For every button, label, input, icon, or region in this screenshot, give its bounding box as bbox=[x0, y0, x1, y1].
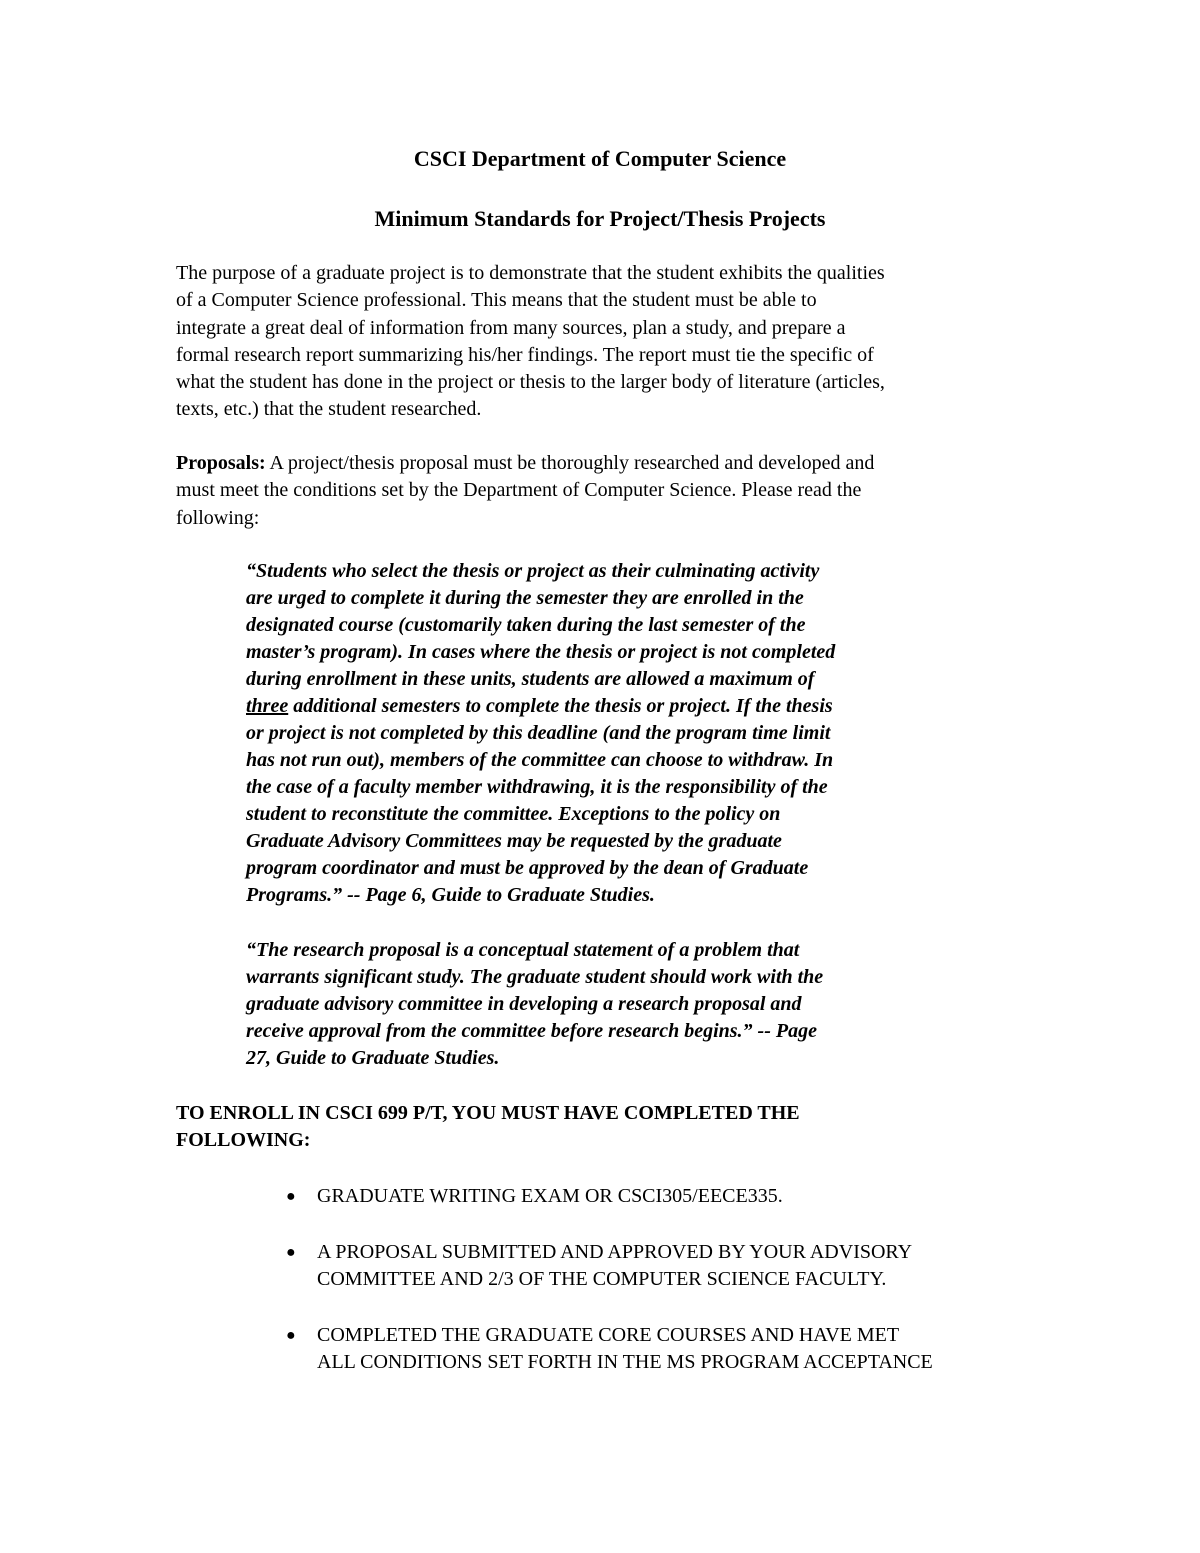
intro-line: integrate a great deal of information from many sources, plan a study, and prepare a bbox=[176, 316, 846, 339]
requirement-line: GRADUATE WRITING EXAM OR CSCI305/EECE335. bbox=[317, 1185, 783, 1207]
requirement-line: COMPLETED THE GRADUATE CORE COURSES AND HAVE MET bbox=[317, 1324, 900, 1346]
intro-line: texts, etc.) that the student researched. bbox=[176, 398, 482, 421]
proposals-first-line bbox=[176, 450, 1036, 477]
quote-line: graduate advisory committee in developing a research proposal and bbox=[246, 993, 802, 1015]
proposals-first-line-text: A project/thesis proposal must be thoroughly researched and developed and bbox=[265, 452, 875, 474]
quote-line: designated course (customarily taken during the last semester of the bbox=[246, 614, 806, 636]
quote-line: master’s program). In cases where the thesis or project is not completed bbox=[246, 641, 836, 663]
quote-line: “Students who select the thesis or project as their culminating activity bbox=[246, 560, 820, 582]
intro-line: of a Computer Science professional. This means that the student must be able to bbox=[176, 289, 817, 312]
requirement-text bbox=[317, 1239, 912, 1293]
quote-line: “The research proposal is a conceptual statement of a problem that bbox=[246, 939, 800, 961]
heading-line: FOLLOWING: bbox=[176, 1129, 311, 1151]
requirement-line: COMMITTEE AND 2/3 OF THE COMPUTER SCIENCE FACULTY. bbox=[317, 1268, 887, 1290]
intro-line: formal research report summarizing his/her findings. The report must tie the specific of bbox=[176, 343, 874, 366]
quote-line: Graduate Advisory Committees may be requested by the graduate bbox=[246, 830, 782, 852]
requirement-text bbox=[317, 1322, 933, 1376]
quote-line: Programs.” -- Page 6, Guide to Graduate Studies. bbox=[246, 884, 655, 906]
bullet-icon: ● bbox=[286, 1244, 296, 1261]
proposals-paragraph bbox=[176, 450, 1036, 532]
quote-line: student to reconstitute the committee. Exceptions to the policy on bbox=[246, 803, 781, 825]
quote-line: receive approval from the committee before research begins.” -- Page bbox=[246, 1020, 817, 1042]
quote-line: program coordinator and must be approved by the dean of Graduate bbox=[246, 857, 809, 879]
quote-line: warrants significant study. The graduate student should work with the bbox=[246, 966, 824, 988]
proposals-label: Proposals: bbox=[176, 452, 266, 474]
enrollment-requirements-heading bbox=[176, 1100, 1036, 1154]
proposals-line: must meet the conditions set by the Department of Computer Science. Please read the bbox=[176, 479, 862, 502]
quote-line-rest: additional semesters to complete the thesis or project. If the thesis bbox=[288, 695, 833, 717]
quote-line: the case of a faculty member withdrawing, it is the responsibility of the bbox=[246, 776, 828, 798]
requirement-line: A PROPOSAL SUBMITTED AND APPROVED BY YOUR ADVISORY bbox=[317, 1241, 913, 1263]
quote-line: 27, Guide to Graduate Studies. bbox=[246, 1047, 500, 1069]
intro-line: The purpose of a graduate project is to demonstrate that the student exhibits the qualities bbox=[176, 262, 885, 284]
proposals-line: following: bbox=[176, 506, 260, 529]
bullet-icon: ● bbox=[286, 1327, 296, 1344]
requirement-text bbox=[317, 1183, 783, 1210]
requirement-line: ALL CONDITIONS SET FORTH IN THE MS PROGRAM ACCEPTANCE bbox=[317, 1351, 933, 1373]
guide-quote-page-6 bbox=[246, 558, 1006, 909]
heading-line: TO ENROLL IN CSCI 699 P/T, YOU MUST HAVE COMPLETED THE bbox=[176, 1102, 800, 1124]
document-title: CSCI Department of Computer Science bbox=[413, 146, 787, 171]
quote-line-with-emphasis bbox=[246, 693, 1006, 720]
intro-line: what the student has done in the project or thesis to the larger body of literature (articles, bbox=[176, 371, 885, 394]
intro-paragraph bbox=[176, 260, 1036, 424]
quote-line: during enrollment in these units, students are allowed a maximum of bbox=[246, 668, 815, 690]
quote-line: or project is not completed by this deadline (and the program time limit bbox=[246, 722, 831, 744]
guide-quote-page-27 bbox=[246, 937, 1006, 1072]
quote-line: has not run out), members of the committee can choose to withdraw. In bbox=[246, 749, 834, 771]
underlined-emphasis: three bbox=[246, 695, 289, 717]
document-subtitle: Minimum Standards for Project/Thesis Projects bbox=[374, 206, 826, 231]
quote-line: are urged to complete it during the semester they are enrolled in the bbox=[246, 587, 804, 609]
bullet-icon: ● bbox=[286, 1188, 296, 1205]
